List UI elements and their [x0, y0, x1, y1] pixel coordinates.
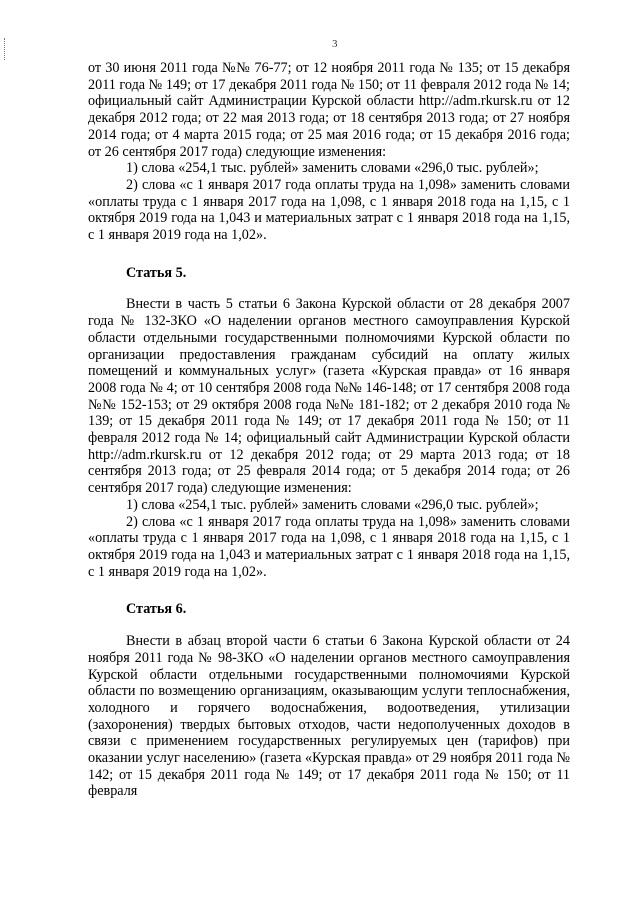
intro-item-1: 1) слова «254,1 тыс. рублей» заменить словами «296,0 тыс. рублей»;: [126, 160, 539, 177]
article-5-item-2: 2) слова «с 1 января 2017 года оплаты труда на 1,098» заменить словами «оплаты труда с 1 января 2017 года на 1,098, с 1 января 2018 года на 1,15, с 1 октября 2019 года на 1,043 и материальных затрат с 1 января 2018 года на 1,15, с 1 января 2019 года на 1,02».: [88, 513, 570, 580]
scan-margin-marks: [4, 38, 9, 60]
article-6-body: Внести в абзац второй части 6 статьи 6 Закона Курской области от 24 ноября 2011 года № 98-ЗКО «О наделении органов местного самоуправления Курской области отдельными государственными полномочиями Курской области по возмещению организациям, оказывающим услуги теплоснабжения, холодного и горячего водоснабжения, водоотведения, утилизации (захоронения) твердых бытовых отходов, части недополученных доходов в связи с применением государственных регулируемых цен (тарифов) при оказании услуг населению» (газета «Курская правда» от 29 ноября 2011 года № 142; от 15 декабря 2011 года № 149; от 17 декабря 2011 года № 150; от 11 февраля: [88, 633, 570, 800]
page-number: 3: [332, 38, 338, 50]
article-5-title: Статья 5.: [126, 264, 187, 281]
article-6-title: Статья 6.: [126, 601, 187, 618]
intro-continuation: от 30 июня 2011 года №№ 76-77; от 12 ноября 2011 года № 135; от 15 декабря 2011 года № 149; от 17 декабря 2011 года № 150; от 11 февраля 2012 года № 14; официальный сайт Администрации Курской области http://adm.rkursk.ru от 12 декабря 2012 года; от 22 мая 2013 года; от 18 сентября 2013 года; от 27 ноября 2014 года; от 4 марта 2015 года; от 25 мая 2016 года; от 15 декабря 2016 года; от 26 сентября 2017 года) следующие изменения:: [88, 60, 570, 160]
article-5-item-1: 1) слова «254,1 тыс. рублей» заменить словами «296,0 тыс. рублей»;: [126, 496, 539, 513]
intro-item-2: 2) слова «с 1 января 2017 года оплаты труда на 1,098» заменить словами «оплаты труда с 1 января 2017 года на 1,098, с 1 января 2018 года на 1,15, с 1 октября 2019 года на 1,043 и материальных затрат с 1 января 2018 года на 1,15, с 1 января 2019 года на 1,02».: [88, 176, 570, 244]
document-body: [88, 60, 570, 800]
article-5-body: Внести в часть 5 статьи 6 Закона Курской области от 28 декабря 2007 года № 132-ЗКО «О наделении органов местного самоуправления Курской области отдельными государственными полномочиями Курской области по организации предоставления гражданам субсидий на оплату жилых помещений и коммунальных услуг» (газета «Курская правда» от 16 января 2008 года № 4; от 10 сентября 2008 года №№ 146-148; от 17 сентября 2008 года №№ 152-153; от 29 октября 2008 года №№ 181-182; от 2 декабря 2010 года № 139; от 15 декабря 2011 года № 149; от 17 декабря 2011 года № 150; от 11 февраля 2012 года № 14; официальный сайт Администрации Курской области http://adm.rkursk.ru от 12 декабря 2012 года; от 29 марта 2013 года; от 18 сентября 2013 года; от 25 февраля 2014 года; от 5 декабря 2014 года; от 26 сентября 2017 года) следующие изменения:: [88, 296, 570, 497]
